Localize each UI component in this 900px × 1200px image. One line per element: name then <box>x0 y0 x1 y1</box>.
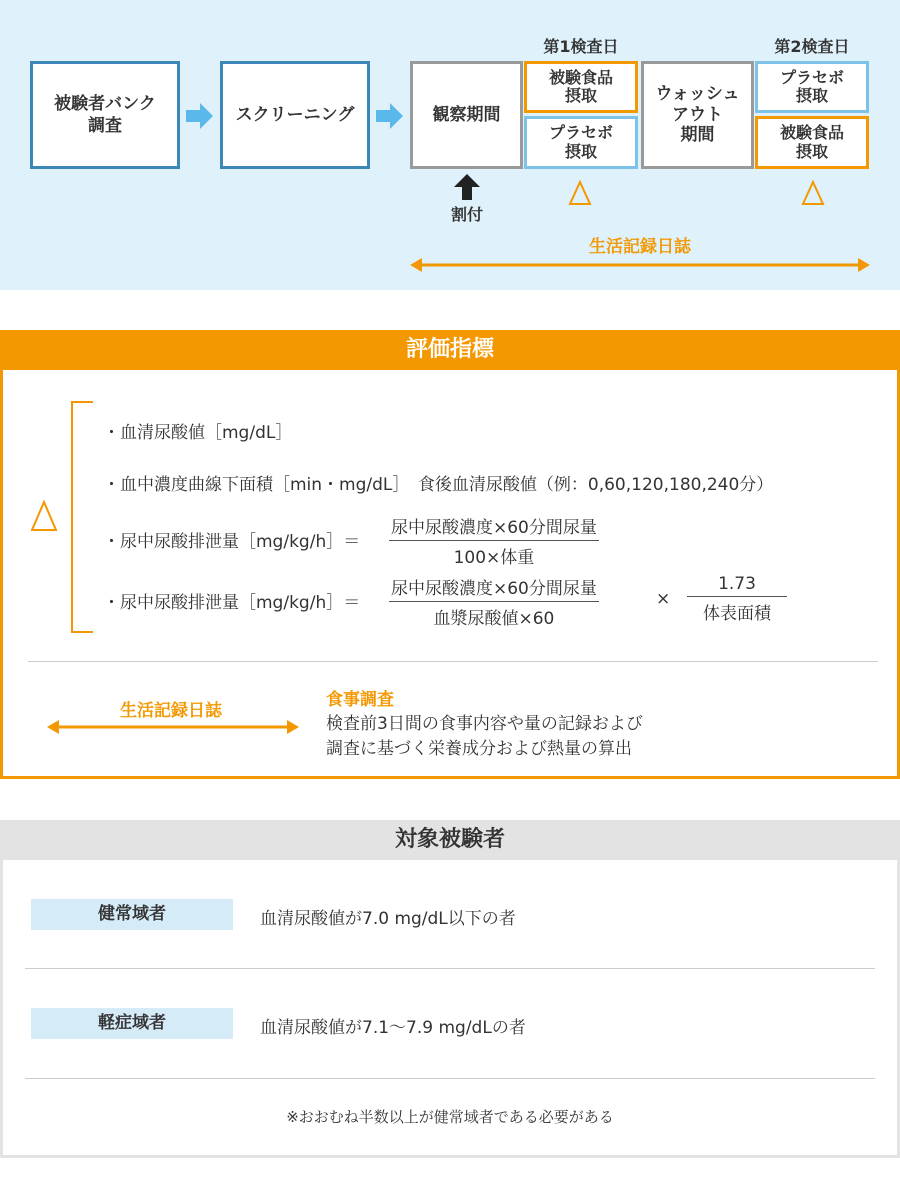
double-arrow-icon <box>410 256 870 274</box>
evaluation-section <box>0 330 900 779</box>
row-divider <box>25 968 875 969</box>
triangle-marker-icon <box>801 180 825 206</box>
formula-fraction-2 <box>389 574 599 629</box>
formula-numerator: 尿中尿酸濃度×60分間尿量 <box>389 513 599 541</box>
diet-survey-line1: 検査前3日間の食事内容や量の記録および <box>326 714 643 734</box>
study-design-panel <box>0 0 900 290</box>
subjects-note: ※おおむね半数以上が健常域者である必要がある <box>286 1108 614 1126</box>
allocation-label: 割付 <box>450 205 483 224</box>
formula-fraction-3 <box>687 574 787 624</box>
step-test-food-2: 被験食品 摂取 <box>755 116 869 169</box>
formula-denominator: 血漿尿酸値×60 <box>433 609 555 629</box>
diet-survey-line2: 調査に基づく栄養成分および熱量の算出 <box>326 739 632 759</box>
subjects-section <box>0 820 900 1158</box>
formula-fraction-1 <box>389 513 599 568</box>
step-screening: スクリーニング <box>220 61 370 169</box>
formula-numerator: 尿中尿酸濃度×60分間尿量 <box>389 574 599 602</box>
arrow-up-icon <box>453 174 481 200</box>
metric-auc: ・血中濃度曲線下面積［min・mg/dL］ 食後血清尿酸値（例：0,60,120,180,240分） <box>103 475 774 495</box>
subject-desc-mild: 血清尿酸値が7.1〜7.9 mg/dLの者 <box>260 1018 526 1038</box>
evaluation-title: 評価指標 <box>0 330 900 370</box>
multiply-sign: × <box>656 589 671 609</box>
formula-denominator: 100×体重 <box>453 548 535 568</box>
step-test-food-1: 被験食品 摂取 <box>524 61 638 113</box>
triangle-marker-icon <box>30 500 58 532</box>
step-observation: 観察期間 <box>410 61 523 169</box>
subject-tag-mild: 軽症域者 <box>31 1008 233 1039</box>
arrow-right-icon <box>376 102 404 130</box>
subject-desc-healthy: 血清尿酸値が7.0 mg/dL以下の者 <box>260 909 516 929</box>
lifelog-label: 生活記録日誌 <box>589 237 691 257</box>
day2-label: 第2検査日 <box>774 37 850 56</box>
metric-urinary-excretion-1: ・尿中尿酸排泄量［mg/kg/h］＝ <box>103 532 361 552</box>
section-divider <box>28 661 878 662</box>
metric-urinary-excretion-2: ・尿中尿酸排泄量［mg/kg/h］＝ <box>103 593 361 613</box>
step-subject-bank: 被験者バンク 調査 <box>30 61 180 169</box>
formula-numerator: 1.73 <box>687 574 787 597</box>
step-washout: ウォッシュ アウト 期間 <box>641 61 754 169</box>
step-placebo-2: プラセボ 摂取 <box>755 61 869 113</box>
subjects-title: 対象被験者 <box>0 820 900 860</box>
diet-survey-title: 食事調査 <box>326 690 394 710</box>
formula-denominator: 体表面積 <box>703 604 771 624</box>
subject-tag-healthy: 健常域者 <box>31 899 233 930</box>
triangle-marker-icon <box>568 180 592 206</box>
lifelog-label: 生活記録日誌 <box>120 701 222 721</box>
bracket-icon <box>67 400 97 636</box>
row-divider <box>25 1078 875 1079</box>
arrow-right-icon <box>186 102 214 130</box>
step-placebo-1: プラセボ 摂取 <box>524 116 638 169</box>
double-arrow-icon <box>47 718 299 736</box>
day1-label: 第1検査日 <box>543 37 619 56</box>
metric-serum-uric-acid: ・血清尿酸値［mg/dL］ <box>103 423 293 443</box>
